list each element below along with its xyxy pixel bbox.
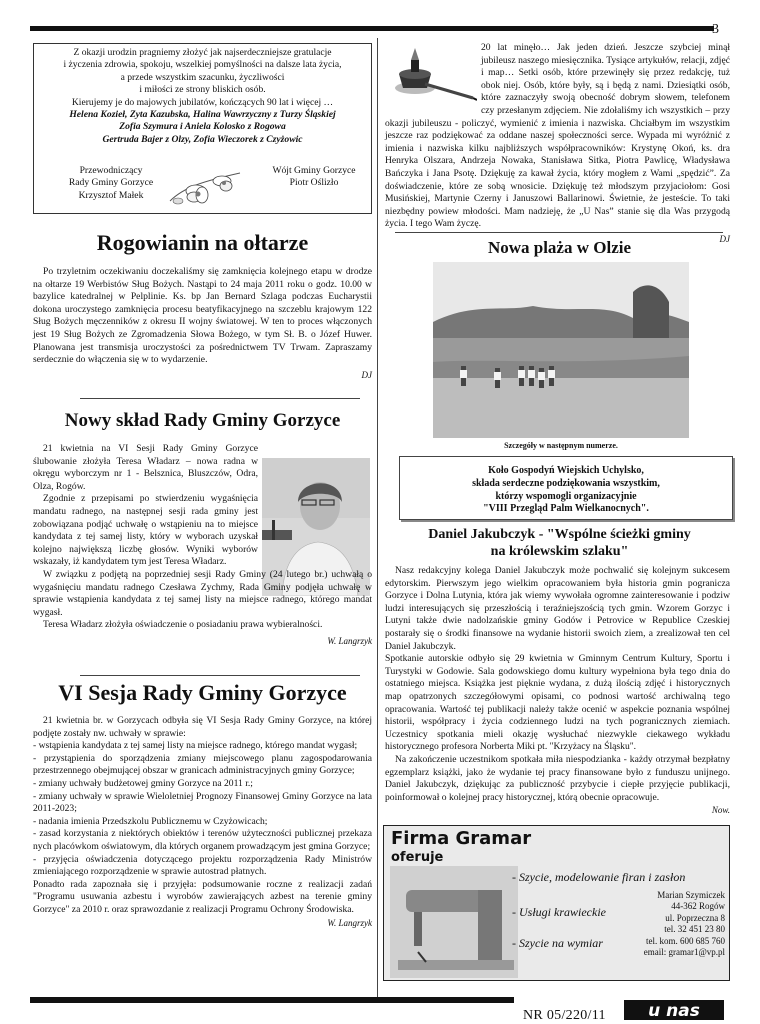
council-paragraph: Teresa Władarz złożyła oświadczenie o posiadaniu prawa wybieralności. bbox=[43, 619, 323, 631]
top-rule bbox=[30, 26, 714, 31]
article-title-altar: Rogowianin na ołtarze bbox=[96, 230, 309, 255]
section-rule bbox=[395, 232, 723, 233]
beach-title: Nowa plaża w Olzie bbox=[487, 238, 632, 257]
ad-offer: - Szycie, modelowanie firan i zasłon bbox=[512, 870, 686, 884]
article-anniversary-author: DJ bbox=[719, 233, 730, 244]
honoree-line: Zofia Szymura i Aniela Kolosko z Rogowa bbox=[119, 121, 286, 133]
ad-company: Firma Gramar bbox=[391, 828, 532, 849]
resolution-item: - zmiany uchwały w sprawie Wieloletniej Prognozy Finansowej Gminy Gorzyce na lata 2011-2023; bbox=[33, 790, 372, 815]
greeting-line: i miłości ze strony bliskich osób. bbox=[139, 84, 266, 96]
article-council bbox=[33, 443, 372, 648]
resolution-item: - zasad korzystania z niektórych obiektów i terenów użyteczności publicznej przekaza nych placówkom oświatowym, dla których organem prowadzącym jest gmina Gorzyce; bbox=[33, 828, 372, 852]
article-altar-body: Po trzyletnim oczekiwaniu doczekaliśmy się zamknięcia kolejnego etapu w drodze na ołtarze 19 Werbistów Sług Bożych. Nastąpi to 24 maja 2011 roku o godz. 10.00 w bazylice katedralnej w Pelplinie. Ks. bp Jan Bernard Szlaga podczas Eucharystii dokona uroczystego zamknięcia procesu beatyfikacyjnego na szczeblu krajowym 122 Sług Bożych męczenników z okresu II wojny światowej. W ten to proces włączonych jest 19 Sług Bożych ze Zgromadzenia Słowa Bożego, w tym Sł. B. o Józef Huwer. Planowana jest transmisja uroczystości za pośrednictwem TV Trwam. Zapraszamy serdecznie do włączenia się w to wydarzenie. bbox=[33, 266, 372, 366]
article-altar-author: DJ bbox=[361, 369, 372, 380]
ad-contact: Marian Szymiczek 44-362 Rogów ul. Poprzeczna 8 tel. 32 451 23 80 tel. kom. 600 685 760 email: gramar1@vp.pl bbox=[643, 890, 725, 958]
signer-council-chair: Przewodniczący Rady Gminy Gorzyce Krzysztof Małek bbox=[68, 165, 154, 201]
u-nas-logo bbox=[624, 998, 724, 1022]
article-book-author: Now. bbox=[711, 805, 730, 816]
article-session bbox=[33, 715, 372, 929]
article-council-author: W. Langrzyk bbox=[327, 635, 372, 646]
signer-mayor: Wójt Gminy Gorzyce Piotr Oślizło bbox=[272, 165, 356, 189]
article-altar bbox=[33, 266, 372, 381]
greeting-line: i życzenia zdrowia, spokoju, wszelkiej pomyślności na dalsze lata życia, bbox=[63, 59, 342, 71]
issue-number: NR 05/220/11 bbox=[523, 1008, 606, 1023]
orchid-icon bbox=[164, 167, 246, 211]
article-title-book: Daniel Jakubczyk - "Wspólne ścieżki gminy na królewskim szlaku" bbox=[428, 527, 691, 559]
greeting-line: Kierujemy je do majowych jubilatów, kończących 90 lat i więcej … bbox=[71, 96, 334, 108]
article-session-author: W. Langrzyk bbox=[327, 917, 372, 928]
council-paragraph: W związku z podjętą na poprzedniej sesji Rady Gminy (24 lutego br.) uchwałą o wygaśnięciu mandatu radnego Czesława Zychmy, Rada Gminy podjęła uchwałę w sprawie wstąpienia kandydata z tej samej listy na miejsce radnego, którego mandat wygasł. bbox=[33, 568, 372, 618]
honoree-line: Helena Kozieł, Zyta Kazubska, Halina Wawrzyczny z Turzy Śląskiej bbox=[69, 109, 336, 121]
bottom-rule bbox=[30, 997, 514, 1003]
resolution-item: - nadania imienia Przedszkolu Publicznemu w Czyżowicach; bbox=[33, 815, 268, 827]
page-number: 3 bbox=[712, 22, 719, 37]
book-paragraph: Nasz redakcyjny kolega Daniel Jakubczyk może pochwalić się kolejnym sukcesem edytorskim. Pierwszym jego wielkim opracowaniem była historia gmin pogranicza Gorzyce i Dolna Lutynia, która jak wiemy wywołała ogromne zainteresowanie i podziw ludzi interesujących się przeszłością i teraźniejszością tych gmin. Wzorem Gorzyc i Lutyni także dwie nadolzańskie gminy Godów i Petrovice w Republice Czeskiej postarały się o środki finansowe na wydanie historii swoich ziem, a zrealizował ten cel Daniel Jakubczyk. bbox=[385, 565, 730, 652]
section-rule bbox=[80, 398, 360, 399]
ad-tagline: oferuje bbox=[391, 850, 444, 865]
resolution-item: - przyjęcia oświadczenia dotyczącego projektu rozporządzenia Rady Ministrów zmieniającego rozporządzenie w sprawie autostrad płatnych. bbox=[33, 853, 372, 878]
ad-offer: - Usługi krawieckie bbox=[512, 905, 606, 919]
anniversary-body: 20 lat minęło… Jak jeden dzień. Jeszcze szybciej minął jubileusz naszego miesięcznika. Tysiące artykułów, relacji, zdjęć i map… Setki osób, które przewinęły się przez redakcję, tuż obok niej. Osób, które były, są i będą z nami. Dziesiątki osób, które zaznaczyły swoją obecność dobrym słowem, telefonem czy przesłanym zdjęciem. Nie zdołaliśmy ich wszystkich – przy okazji jubileuszu - policzyć, wymienić z imienia i nazwiska. Chciałbym im wszystkim jeszcze raz podziękować za oddane naszej społeczności serce. Wypada mi wyróżnić z imienia i nazwiska kilku najbliższych współpracowników: Krystynę Okoń, ks. dra Henryka Olszara, Andrzeja Nowaka, Stanisława Sitka, Piotra Pawlicę, Władysława Bańczyka i Jana Psotę. Dziękuję za kawał życia, który mogłem z Wami „spędzić”. Za doświadczenie, które ze sobą wnosicie. Dziękuję też młodszym przyjaciołom: Gosi Musińskiej, Martynie Czerny i Januszowi Ballarinowi. Świetnie, że jesteście. To taki niezbędny powiew młodości. Mam nadzieję, że „U Nas” stanie się dla Was przygodą życia. I tego Wam życzę. bbox=[385, 42, 730, 230]
resolution-item: - zmiany uchwały budżetowej gminy Gorzyce na 2011 r.; bbox=[33, 777, 253, 789]
greeting-line: Z okazji urodzin pragniemy złożyć jak najserdeczniejsze gratulacje bbox=[73, 47, 332, 58]
session-closing: Ponadto rada zapoznała się i przyjęła: podsumowanie roczne z realizacji zadań "Programu usuwania azbestu i wyrobów zawierających azbest na terenie gminy Gorzyce" za 2010 r. oraz sprawozdanie z realizacji Programu Ochrony Środowiska. bbox=[33, 878, 372, 915]
resolution-item: - wstąpienia kandydata z tej samej listy na miejsce radnego, którego mandat wygasł; bbox=[33, 740, 358, 752]
book-paragraph: Na zakończenie uczestnikom spotkała miła niespodzianka - każdy otrzymał bezpłatny egzemplarz książki, jako że wydanie tej pracy finansowane było z funduszu unijnego. Daniel Jakubczyk, dziękując za publiczność przybycie i ciepłe przyjęcie publikacji, poinformował o kolejnej pracy historycznej, którą obecnie opracowuje. bbox=[385, 753, 730, 803]
sewing-machine-icon bbox=[390, 866, 518, 978]
article-title-council: Nowy skład Rady Gminy Gorzyce bbox=[64, 410, 341, 431]
beach-caption: Szczegóły w następnym numerze. bbox=[504, 441, 618, 450]
council-paragraph: 21 kwietnia na VI Sesji Rady Gminy Gorzyce ślubowanie złożyła Teresa Władarz – nowa radna w okręgu wyborczym nr 1 - Belsznica, Bluszczów, Odra, Olza, Rogów. bbox=[33, 443, 258, 492]
section-rule bbox=[80, 675, 360, 676]
article-title-session: VI Sesja Rady Gminy Gorzyce bbox=[58, 680, 347, 705]
resolutions-list bbox=[33, 740, 372, 879]
svg-text:u nas: u nas bbox=[648, 1001, 700, 1021]
birthday-greetings-box bbox=[33, 43, 372, 214]
council-paragraph: Zgodnie z przepisami po stwierdzeniu wygaśnięcia mandatu radnego, na następnej sesji rada gminy jest zobowiązana podjąć uchwałę o wstąpieniu na to miejsce kandydata z tej samej listy, który w wyborach uzyskał kolejno największą liczbę głosów. Wyniki wyborów wskazały, iż kandydatem tym jest Teresa Władarz. bbox=[33, 493, 258, 568]
beach-photo bbox=[433, 262, 689, 438]
session-intro: 21 kwietnia br. w Gorzycach odbyła się VI Sesja Rady Gminy Gorzyce, na której podjęte zostały nw. uchwały w sprawie: bbox=[33, 715, 372, 739]
thanks-notice: Koło Gospodyń Wiejskich Uchylsko, składa serdeczne podziękowania wszystkim, którzy wspomogli organizacyjnie "VIII Przegląd Palm Wielkanocnych". bbox=[399, 456, 733, 520]
greeting-line: a przede wszystkim szacunku, życzliwości bbox=[120, 71, 285, 83]
honoree-line: Gertruda Bajer z Olzy, Zofia Wieczorek z Czyżowic bbox=[102, 133, 303, 145]
ad-offer: - Szycie na wymiar bbox=[512, 936, 603, 950]
resolution-item: - przystąpienia do sporządzenia zmiany miejscowego planu zagospodarowania przestrzennego obejmującej obszar w granicach administracyjnych gminy Gorzyce; bbox=[33, 752, 372, 777]
book-paragraph: Spotkanie autorskie odbyło się 29 kwietnia w Gminnym Centrum Kultury, Sportu i Turystyki w Godowie. Sala godowskiego domu kultury wypełniona była tego dnia do ostatniego miejsca. Książka jest pięknie wydana, z dużą ilością zdjęć i historycznych map opatrzonych szczegółowymi opisami, co podnosi wartość archiwalną tego opracowania. Wartość tej publikacji należy także ocenić w aspekcie poznania wspólnej historii, współpracy i życia codziennego ludzi na tych pogranicznych ziemiach. Uczestnicy spotkania mieli okazję wysłuchać niezwykle ciekawego wykładu historycznego profesora Norberta Miki pt. "Krzyżacy na Śląsku". bbox=[385, 653, 730, 753]
gramar-advertisement bbox=[383, 825, 730, 981]
article-anniversary bbox=[385, 42, 730, 246]
article-book bbox=[385, 565, 730, 817]
